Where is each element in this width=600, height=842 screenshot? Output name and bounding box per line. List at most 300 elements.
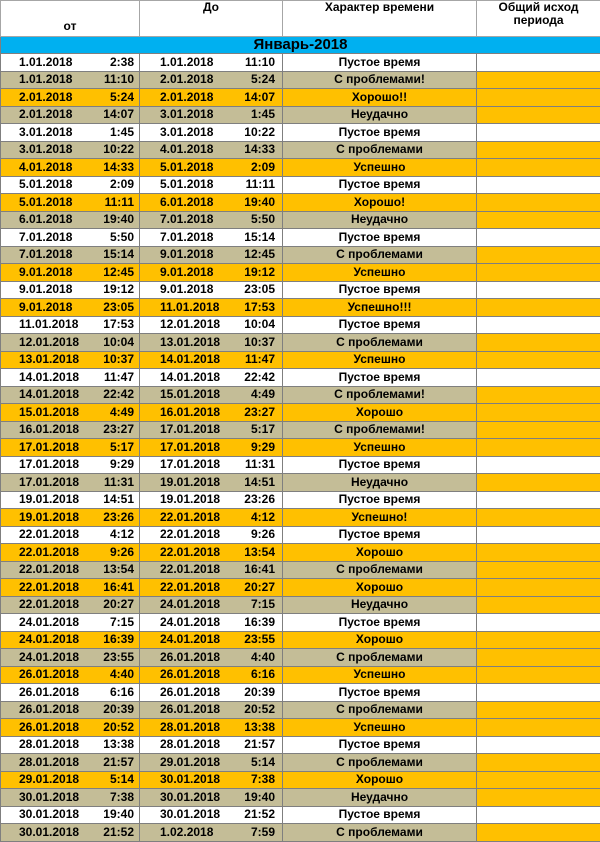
to-time: 5:17 bbox=[237, 422, 275, 437]
to-date: 7.01.2018 bbox=[160, 230, 237, 245]
character-cell: Успешно bbox=[283, 719, 477, 737]
to-date: 2.01.2018 bbox=[160, 90, 237, 105]
to-cell bbox=[140, 544, 283, 562]
character-cell: Хорошо bbox=[283, 579, 477, 597]
from-time: 9:26 bbox=[96, 545, 134, 560]
to-date: 14.01.2018 bbox=[160, 352, 237, 367]
outcome-cell bbox=[477, 509, 600, 527]
from-time: 15:14 bbox=[96, 247, 134, 262]
character-cell: Пустое время bbox=[283, 281, 477, 299]
outcome-cell bbox=[477, 526, 600, 544]
character-cell: Пустое время bbox=[283, 456, 477, 474]
to-date: 19.01.2018 bbox=[160, 475, 237, 490]
from-time: 5:17 bbox=[96, 440, 134, 455]
outcome-cell bbox=[477, 579, 600, 597]
from-time: 21:57 bbox=[96, 755, 134, 770]
from-time: 23:05 bbox=[96, 300, 134, 315]
from-time: 4:49 bbox=[96, 405, 134, 420]
outcome-cell bbox=[477, 736, 600, 754]
to-date: 29.01.2018 bbox=[160, 755, 237, 770]
from-time: 16:39 bbox=[96, 632, 134, 647]
from-time: 10:37 bbox=[96, 352, 134, 367]
table-row bbox=[1, 701, 600, 719]
to-cell bbox=[140, 701, 283, 719]
outcome-cell bbox=[477, 719, 600, 737]
from-time: 10:22 bbox=[96, 142, 134, 157]
from-date: 22.01.2018 bbox=[19, 580, 96, 595]
outcome-cell bbox=[477, 439, 600, 457]
to-cell bbox=[140, 666, 283, 684]
from-date: 16.01.2018 bbox=[19, 422, 96, 437]
to-cell bbox=[140, 771, 283, 789]
from-cell bbox=[1, 421, 140, 439]
to-cell bbox=[140, 176, 283, 194]
table-row bbox=[1, 509, 600, 527]
from-time: 12:45 bbox=[96, 265, 134, 280]
from-cell bbox=[1, 194, 140, 212]
outcome-cell bbox=[477, 176, 600, 194]
from-time: 4:40 bbox=[96, 667, 134, 682]
from-date: 5.01.2018 bbox=[19, 195, 96, 210]
to-time: 23:27 bbox=[237, 405, 275, 420]
character-cell: Пустое время bbox=[283, 614, 477, 632]
to-date: 24.01.2018 bbox=[160, 632, 237, 647]
table-row bbox=[1, 71, 600, 89]
outcome-cell bbox=[477, 106, 600, 124]
outcome-cell bbox=[477, 491, 600, 509]
to-cell bbox=[140, 106, 283, 124]
from-cell bbox=[1, 806, 140, 824]
from-cell bbox=[1, 264, 140, 282]
from-cell bbox=[1, 736, 140, 754]
character-cell: С проблемами! bbox=[283, 421, 477, 439]
from-cell bbox=[1, 176, 140, 194]
table-row bbox=[1, 754, 600, 772]
table-row bbox=[1, 369, 600, 387]
table-row bbox=[1, 544, 600, 562]
from-cell bbox=[1, 824, 140, 842]
from-cell bbox=[1, 614, 140, 632]
to-cell bbox=[140, 631, 283, 649]
from-cell bbox=[1, 719, 140, 737]
to-cell bbox=[140, 596, 283, 614]
from-cell bbox=[1, 701, 140, 719]
to-cell bbox=[140, 264, 283, 282]
to-date: 15.01.2018 bbox=[160, 387, 237, 402]
character-cell: С проблемами bbox=[283, 649, 477, 667]
character-cell: С проблемами! bbox=[283, 71, 477, 89]
character-cell: Успешно!!! bbox=[283, 299, 477, 317]
to-time: 4:49 bbox=[237, 387, 275, 402]
from-date: 5.01.2018 bbox=[19, 177, 96, 192]
from-date: 30.01.2018 bbox=[19, 825, 96, 840]
character-cell: Неудачно bbox=[283, 789, 477, 807]
table-row bbox=[1, 89, 600, 107]
table-row bbox=[1, 824, 600, 842]
to-cell bbox=[140, 421, 283, 439]
header-from: от bbox=[1, 1, 140, 37]
to-cell bbox=[140, 281, 283, 299]
from-date: 2.01.2018 bbox=[19, 107, 96, 122]
table-row bbox=[1, 649, 600, 667]
month-label: Январь-2018 bbox=[1, 37, 600, 54]
outcome-cell bbox=[477, 89, 600, 107]
to-time: 14:51 bbox=[237, 475, 275, 490]
from-time: 17:53 bbox=[96, 317, 134, 332]
to-date: 28.01.2018 bbox=[160, 737, 237, 752]
from-time: 13:54 bbox=[96, 562, 134, 577]
from-date: 28.01.2018 bbox=[19, 755, 96, 770]
outcome-cell bbox=[477, 474, 600, 492]
to-time: 12:45 bbox=[237, 247, 275, 262]
from-date: 22.01.2018 bbox=[19, 597, 96, 612]
character-cell: С проблемами bbox=[283, 754, 477, 772]
to-time: 1:45 bbox=[237, 107, 275, 122]
table-row bbox=[1, 124, 600, 142]
to-cell bbox=[140, 54, 283, 72]
from-date: 15.01.2018 bbox=[19, 405, 96, 420]
to-cell bbox=[140, 89, 283, 107]
to-date: 30.01.2018 bbox=[160, 772, 237, 787]
table-row bbox=[1, 264, 600, 282]
table-row bbox=[1, 806, 600, 824]
outcome-cell bbox=[477, 404, 600, 422]
to-cell bbox=[140, 334, 283, 352]
to-cell bbox=[140, 719, 283, 737]
to-date: 3.01.2018 bbox=[160, 125, 237, 140]
from-date: 22.01.2018 bbox=[19, 527, 96, 542]
to-time: 5:50 bbox=[237, 212, 275, 227]
table-row bbox=[1, 771, 600, 789]
table-row bbox=[1, 666, 600, 684]
from-cell bbox=[1, 649, 140, 667]
to-date: 26.01.2018 bbox=[160, 702, 237, 717]
table-row bbox=[1, 246, 600, 264]
to-date: 1.01.2018 bbox=[160, 55, 237, 70]
from-time: 20:52 bbox=[96, 720, 134, 735]
to-cell bbox=[140, 141, 283, 159]
from-date: 29.01.2018 bbox=[19, 772, 96, 787]
from-date: 26.01.2018 bbox=[19, 667, 96, 682]
table-row bbox=[1, 386, 600, 404]
table-row bbox=[1, 229, 600, 247]
from-cell bbox=[1, 89, 140, 107]
to-date: 30.01.2018 bbox=[160, 790, 237, 805]
table-row bbox=[1, 579, 600, 597]
outcome-cell bbox=[477, 614, 600, 632]
from-time: 2:09 bbox=[96, 177, 134, 192]
character-cell: Хорошо bbox=[283, 404, 477, 422]
to-time: 16:41 bbox=[237, 562, 275, 577]
to-cell bbox=[140, 159, 283, 177]
to-date: 1.02.2018 bbox=[160, 825, 237, 840]
to-cell bbox=[140, 614, 283, 632]
from-time: 2:38 bbox=[96, 55, 134, 70]
to-cell bbox=[140, 579, 283, 597]
to-time: 19:12 bbox=[237, 265, 275, 280]
from-cell bbox=[1, 334, 140, 352]
from-date: 19.01.2018 bbox=[19, 510, 96, 525]
header-outcome-line1: Общий исход bbox=[498, 0, 578, 14]
from-date: 14.01.2018 bbox=[19, 370, 96, 385]
from-date: 11.01.2018 bbox=[19, 317, 96, 332]
from-time: 21:52 bbox=[96, 825, 134, 840]
table-row bbox=[1, 631, 600, 649]
character-cell: С проблемами bbox=[283, 824, 477, 842]
to-cell bbox=[140, 684, 283, 702]
character-cell: С проблемами bbox=[283, 334, 477, 352]
from-date: 14.01.2018 bbox=[19, 387, 96, 402]
character-cell: Пустое время bbox=[283, 176, 477, 194]
from-time: 7:15 bbox=[96, 615, 134, 630]
table-row bbox=[1, 176, 600, 194]
from-time: 22:42 bbox=[96, 387, 134, 402]
from-cell bbox=[1, 474, 140, 492]
to-time: 19:40 bbox=[237, 790, 275, 805]
outcome-cell bbox=[477, 71, 600, 89]
character-cell: Неудачно bbox=[283, 596, 477, 614]
to-time: 17:53 bbox=[237, 300, 275, 315]
character-cell: Пустое время bbox=[283, 124, 477, 142]
table-row bbox=[1, 474, 600, 492]
table-row bbox=[1, 719, 600, 737]
to-time: 11:11 bbox=[237, 177, 275, 192]
to-cell bbox=[140, 229, 283, 247]
from-cell bbox=[1, 124, 140, 142]
character-cell: Успешно bbox=[283, 439, 477, 457]
table-row bbox=[1, 491, 600, 509]
to-date: 9.01.2018 bbox=[160, 247, 237, 262]
outcome-cell bbox=[477, 281, 600, 299]
from-time: 7:38 bbox=[96, 790, 134, 805]
from-time: 14:33 bbox=[96, 160, 134, 175]
from-date: 2.01.2018 bbox=[19, 90, 96, 105]
from-time: 23:27 bbox=[96, 422, 134, 437]
to-cell bbox=[140, 456, 283, 474]
from-time: 11:47 bbox=[96, 370, 134, 385]
to-time: 5:14 bbox=[237, 755, 275, 770]
outcome-cell bbox=[477, 316, 600, 334]
from-time: 11:11 bbox=[96, 195, 134, 210]
outcome-cell bbox=[477, 351, 600, 369]
outcome-cell bbox=[477, 421, 600, 439]
from-date: 4.01.2018 bbox=[19, 160, 96, 175]
character-cell: Успешно bbox=[283, 351, 477, 369]
from-cell bbox=[1, 771, 140, 789]
character-cell: Успешно bbox=[283, 264, 477, 282]
to-cell bbox=[140, 526, 283, 544]
outcome-cell bbox=[477, 159, 600, 177]
from-time: 1:45 bbox=[96, 125, 134, 140]
to-time: 19:40 bbox=[237, 195, 275, 210]
from-time: 11:10 bbox=[96, 72, 134, 87]
to-cell bbox=[140, 789, 283, 807]
from-time: 19:12 bbox=[96, 282, 134, 297]
character-cell: С проблемами bbox=[283, 561, 477, 579]
to-date: 16.01.2018 bbox=[160, 405, 237, 420]
character-cell: Пустое время bbox=[283, 806, 477, 824]
from-cell bbox=[1, 54, 140, 72]
from-cell bbox=[1, 299, 140, 317]
to-cell bbox=[140, 561, 283, 579]
to-date: 17.01.2018 bbox=[160, 457, 237, 472]
character-cell: Пустое время bbox=[283, 316, 477, 334]
to-cell bbox=[140, 124, 283, 142]
character-cell: Хорошо bbox=[283, 631, 477, 649]
from-cell bbox=[1, 211, 140, 229]
header-character: Характер времени bbox=[283, 1, 477, 37]
outcome-cell bbox=[477, 666, 600, 684]
to-time: 10:04 bbox=[237, 317, 275, 332]
to-time: 10:37 bbox=[237, 335, 275, 350]
month-row bbox=[1, 37, 600, 54]
from-time: 6:16 bbox=[96, 685, 134, 700]
table-row bbox=[1, 141, 600, 159]
character-cell: Пустое время bbox=[283, 526, 477, 544]
table-row bbox=[1, 736, 600, 754]
from-date: 7.01.2018 bbox=[19, 230, 96, 245]
to-time: 2:09 bbox=[237, 160, 275, 175]
from-time: 19:40 bbox=[96, 212, 134, 227]
to-time: 23:55 bbox=[237, 632, 275, 647]
to-cell bbox=[140, 246, 283, 264]
from-time: 5:50 bbox=[96, 230, 134, 245]
to-time: 15:14 bbox=[237, 230, 275, 245]
to-date: 11.01.2018 bbox=[160, 300, 237, 315]
to-cell bbox=[140, 806, 283, 824]
from-cell bbox=[1, 281, 140, 299]
table-row bbox=[1, 684, 600, 702]
outcome-cell bbox=[477, 789, 600, 807]
character-cell: Пустое время bbox=[283, 229, 477, 247]
to-time: 9:29 bbox=[237, 440, 275, 455]
to-time: 5:24 bbox=[237, 72, 275, 87]
to-date: 14.01.2018 bbox=[160, 370, 237, 385]
outcome-cell bbox=[477, 299, 600, 317]
to-time: 20:27 bbox=[237, 580, 275, 595]
outcome-cell bbox=[477, 386, 600, 404]
character-cell: Успешно! bbox=[283, 509, 477, 527]
to-time: 14:33 bbox=[237, 142, 275, 157]
to-date: 4.01.2018 bbox=[160, 142, 237, 157]
to-cell bbox=[140, 736, 283, 754]
to-date: 2.01.2018 bbox=[160, 72, 237, 87]
outcome-cell bbox=[477, 229, 600, 247]
character-cell: С проблемами bbox=[283, 701, 477, 719]
to-time: 10:22 bbox=[237, 125, 275, 140]
table-row bbox=[1, 211, 600, 229]
to-cell bbox=[140, 649, 283, 667]
table-row bbox=[1, 596, 600, 614]
to-date: 6.01.2018 bbox=[160, 195, 237, 210]
outcome-cell bbox=[477, 754, 600, 772]
table-row bbox=[1, 281, 600, 299]
from-date: 28.01.2018 bbox=[19, 737, 96, 752]
header-outcome bbox=[477, 1, 600, 37]
table-row bbox=[1, 456, 600, 474]
character-cell: Неудачно bbox=[283, 474, 477, 492]
outcome-cell bbox=[477, 369, 600, 387]
from-date: 24.01.2018 bbox=[19, 632, 96, 647]
from-date: 19.01.2018 bbox=[19, 492, 96, 507]
to-date: 26.01.2018 bbox=[160, 685, 237, 700]
to-date: 22.01.2018 bbox=[160, 527, 237, 542]
header-row bbox=[1, 1, 600, 37]
from-cell bbox=[1, 386, 140, 404]
outcome-cell bbox=[477, 141, 600, 159]
to-date: 26.01.2018 bbox=[160, 667, 237, 682]
from-date: 3.01.2018 bbox=[19, 142, 96, 157]
from-date: 9.01.2018 bbox=[19, 282, 96, 297]
character-cell: Успешно bbox=[283, 159, 477, 177]
from-date: 9.01.2018 bbox=[19, 265, 96, 280]
character-cell: Неудачно bbox=[283, 106, 477, 124]
character-cell: Хорошо! bbox=[283, 194, 477, 212]
to-cell bbox=[140, 439, 283, 457]
from-cell bbox=[1, 246, 140, 264]
from-time: 5:14 bbox=[96, 772, 134, 787]
table-row bbox=[1, 194, 600, 212]
from-date: 22.01.2018 bbox=[19, 562, 96, 577]
to-cell bbox=[140, 299, 283, 317]
to-cell bbox=[140, 211, 283, 229]
to-date: 22.01.2018 bbox=[160, 510, 237, 525]
outcome-cell bbox=[477, 684, 600, 702]
outcome-cell bbox=[477, 456, 600, 474]
table-row bbox=[1, 789, 600, 807]
to-time: 20:39 bbox=[237, 685, 275, 700]
from-cell bbox=[1, 491, 140, 509]
from-cell bbox=[1, 316, 140, 334]
to-date: 9.01.2018 bbox=[160, 282, 237, 297]
from-time: 9:29 bbox=[96, 457, 134, 472]
character-cell: Пустое время bbox=[283, 491, 477, 509]
from-time: 14:51 bbox=[96, 492, 134, 507]
from-cell bbox=[1, 141, 140, 159]
from-date: 17.01.2018 bbox=[19, 440, 96, 455]
to-cell bbox=[140, 386, 283, 404]
character-cell: Хорошо!! bbox=[283, 89, 477, 107]
from-cell bbox=[1, 439, 140, 457]
header-outcome-line2: периода bbox=[513, 13, 563, 27]
from-date: 12.01.2018 bbox=[19, 335, 96, 350]
outcome-cell bbox=[477, 806, 600, 824]
to-time: 7:38 bbox=[237, 772, 275, 787]
outcome-cell bbox=[477, 631, 600, 649]
outcome-cell bbox=[477, 124, 600, 142]
table-row bbox=[1, 351, 600, 369]
to-date: 24.01.2018 bbox=[160, 597, 237, 612]
to-date: 22.01.2018 bbox=[160, 562, 237, 577]
outcome-cell bbox=[477, 54, 600, 72]
from-time: 16:41 bbox=[96, 580, 134, 595]
to-date: 26.01.2018 bbox=[160, 650, 237, 665]
character-cell: Пустое время bbox=[283, 736, 477, 754]
from-date: 1.01.2018 bbox=[19, 55, 96, 70]
from-date: 26.01.2018 bbox=[19, 702, 96, 717]
to-cell bbox=[140, 71, 283, 89]
from-cell bbox=[1, 106, 140, 124]
to-date: 5.01.2018 bbox=[160, 160, 237, 175]
table-row bbox=[1, 526, 600, 544]
outcome-cell bbox=[477, 264, 600, 282]
character-cell: С проблемами! bbox=[283, 386, 477, 404]
from-time: 19:40 bbox=[96, 807, 134, 822]
from-date: 26.01.2018 bbox=[19, 720, 96, 735]
from-cell bbox=[1, 631, 140, 649]
from-time: 4:12 bbox=[96, 527, 134, 542]
to-time: 14:07 bbox=[237, 90, 275, 105]
